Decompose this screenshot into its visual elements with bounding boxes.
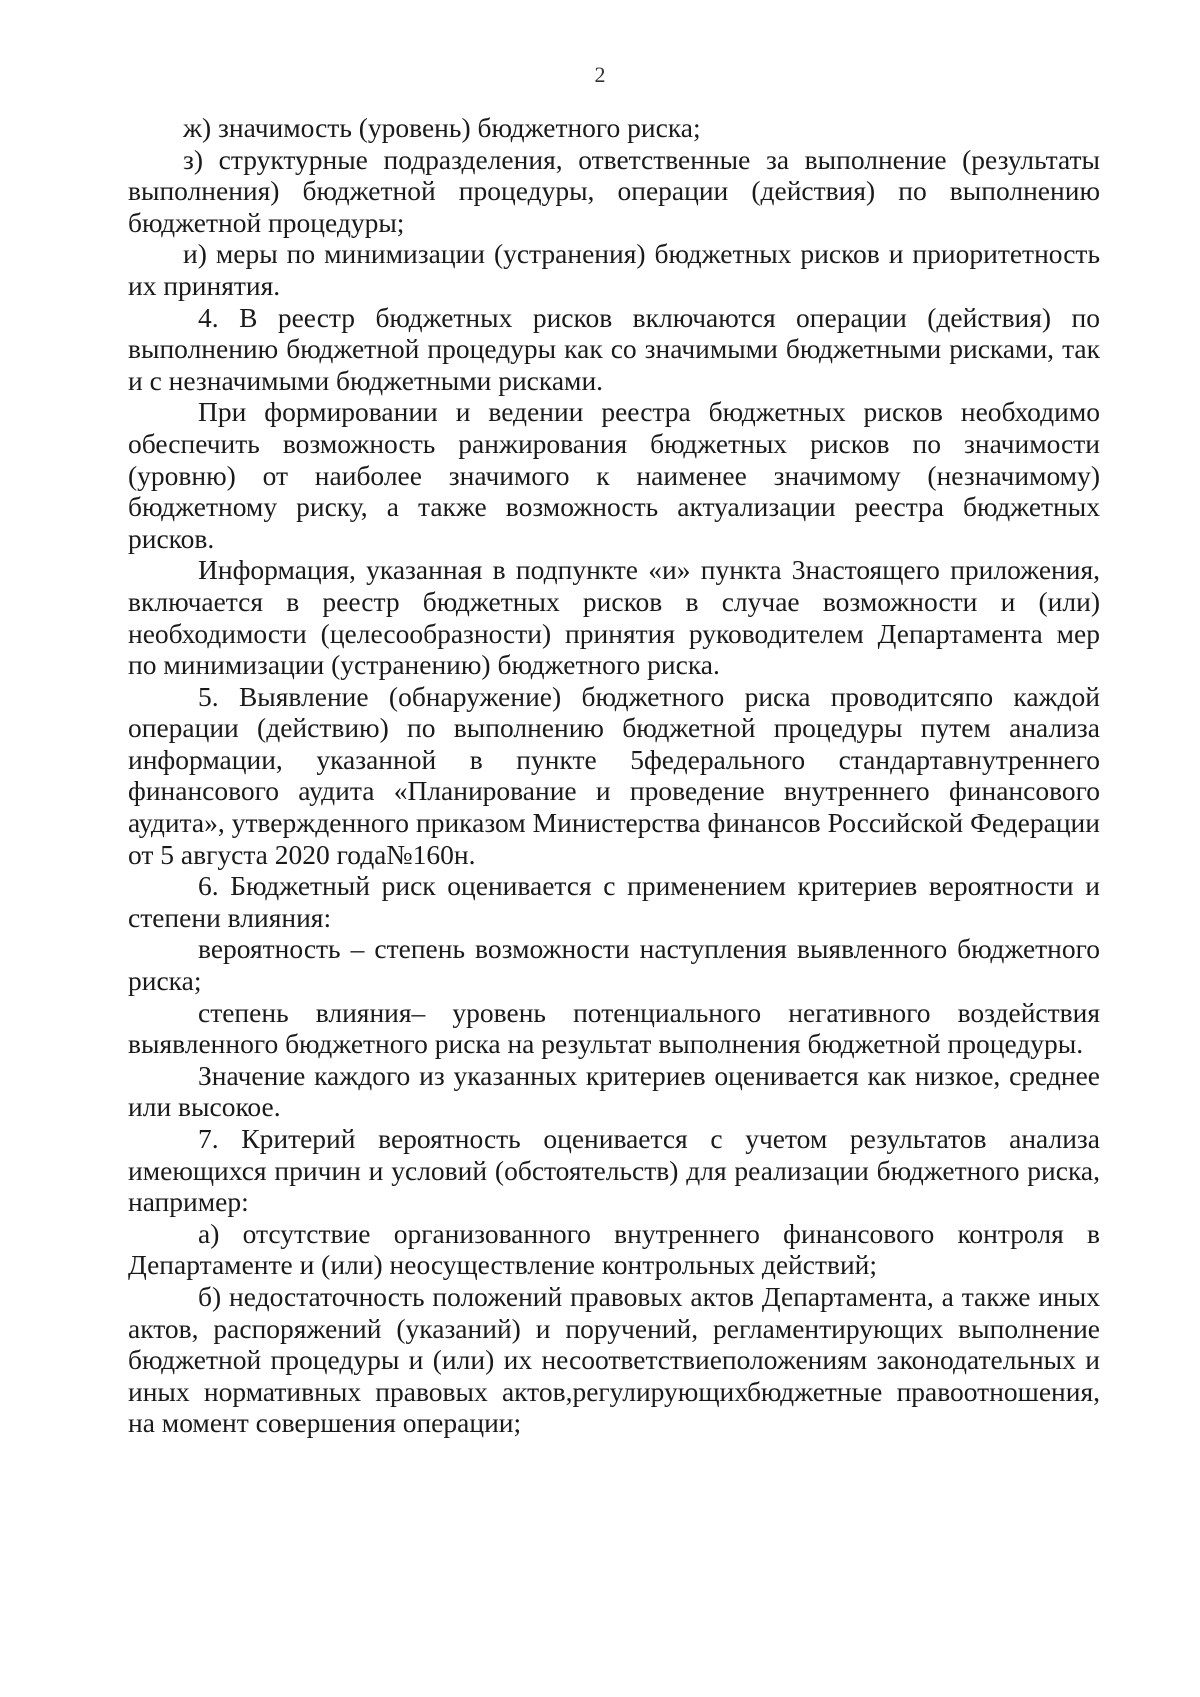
paragraph-information: Информация, указанная в подпункте «и» пункта 3настоящего приложения, включается в реестр бюджетных рисков в случае возможности и (или) необходимости (целесообразности) принятия руководителем Департамента мер по минимизации (устранению) бюджетного риска. <box>128 554 1100 681</box>
paragraph-item-6: 6. Бюджетный риск оценивается с применением критериев вероятности и степени влияния: <box>128 870 1100 933</box>
paragraph-item-4: 4. В реестр бюджетных рисков включаются операции (действия) по выполнению бюджетной процедуры как со значимыми бюджетными рисками, так и с незначимыми бюджетными рисками. <box>128 301 1100 396</box>
paragraph-zh: ж) значимость (уровень) бюджетного риска; <box>183 112 701 143</box>
paragraph-item-5: 5. Выявление (обнаружение) бюджетного риска проводитсяпо каждой операции (действию) по выполнению бюджетной процедуры путем анализа информации, указанной в пункте 5федерального стандартавнутреннего финансового аудита «Планирование и проведение внутреннего финансового аудита», утвержденного приказом Министерства финансов Российской Федерации от 5 августа 2020 года№160н. <box>128 680 1100 870</box>
paragraph-i: и) меры по минимизации (устранения) бюджетных рисков и приоритетность их принятия. <box>128 238 1100 301</box>
document-body <box>128 112 1100 1439</box>
paragraph-z: з) структурные подразделения, ответственные за выполнение (результаты выполнения) бюджетной процедуры, операции (действия) по выполнению бюджетной процедуры; <box>128 143 1100 238</box>
paragraph-probability: вероятность – степень возможности наступления выявленного бюджетного риска; <box>128 933 1100 997</box>
paragraph-register-ranking: При формировании и ведении реестра бюджетных рисков необходимо обеспечить возможность ранжирования бюджетных рисков по значимости (уровню) от наиболее значимого к наименее значимому (незначимому) бюджетному риску, а также возможность актуализации реестра бюджетных рисков. <box>128 396 1100 554</box>
page-number: 2 <box>594 62 606 87</box>
paragraph-impact: степень влияния– уровень потенциального негативного воздействия выявленного бюджетного риска на результат выполнения бюджетной процедуры. <box>128 996 1100 1060</box>
paragraph-item-7: 7. Критерий вероятность оценивается с учетом результатов анализа имеющихся причин и условий (обстоятельств) для реализации бюджетного риска, например: <box>128 1123 1100 1218</box>
paragraph-criteria-value: Значение каждого из указанных критериев оценивается как низкое, среднее или высокое. <box>128 1059 1100 1123</box>
paragraph-a: а) отсутствие организованного внутреннего финансового контроля в Департаменте и (или) неосуществление контрольных действий; <box>128 1217 1100 1281</box>
paragraph-b: б) недостаточность положений правовых актов Департамента, а также иных актов, распоряжений (указаний) и поручений, регламентирующих выполнение бюджетной процедуры и (или) их несоответствиеположениям законодательных и иных нормативных правовых актов,регулирующихбюджетные правоотношения, на момент совершения операции; <box>128 1280 1100 1439</box>
